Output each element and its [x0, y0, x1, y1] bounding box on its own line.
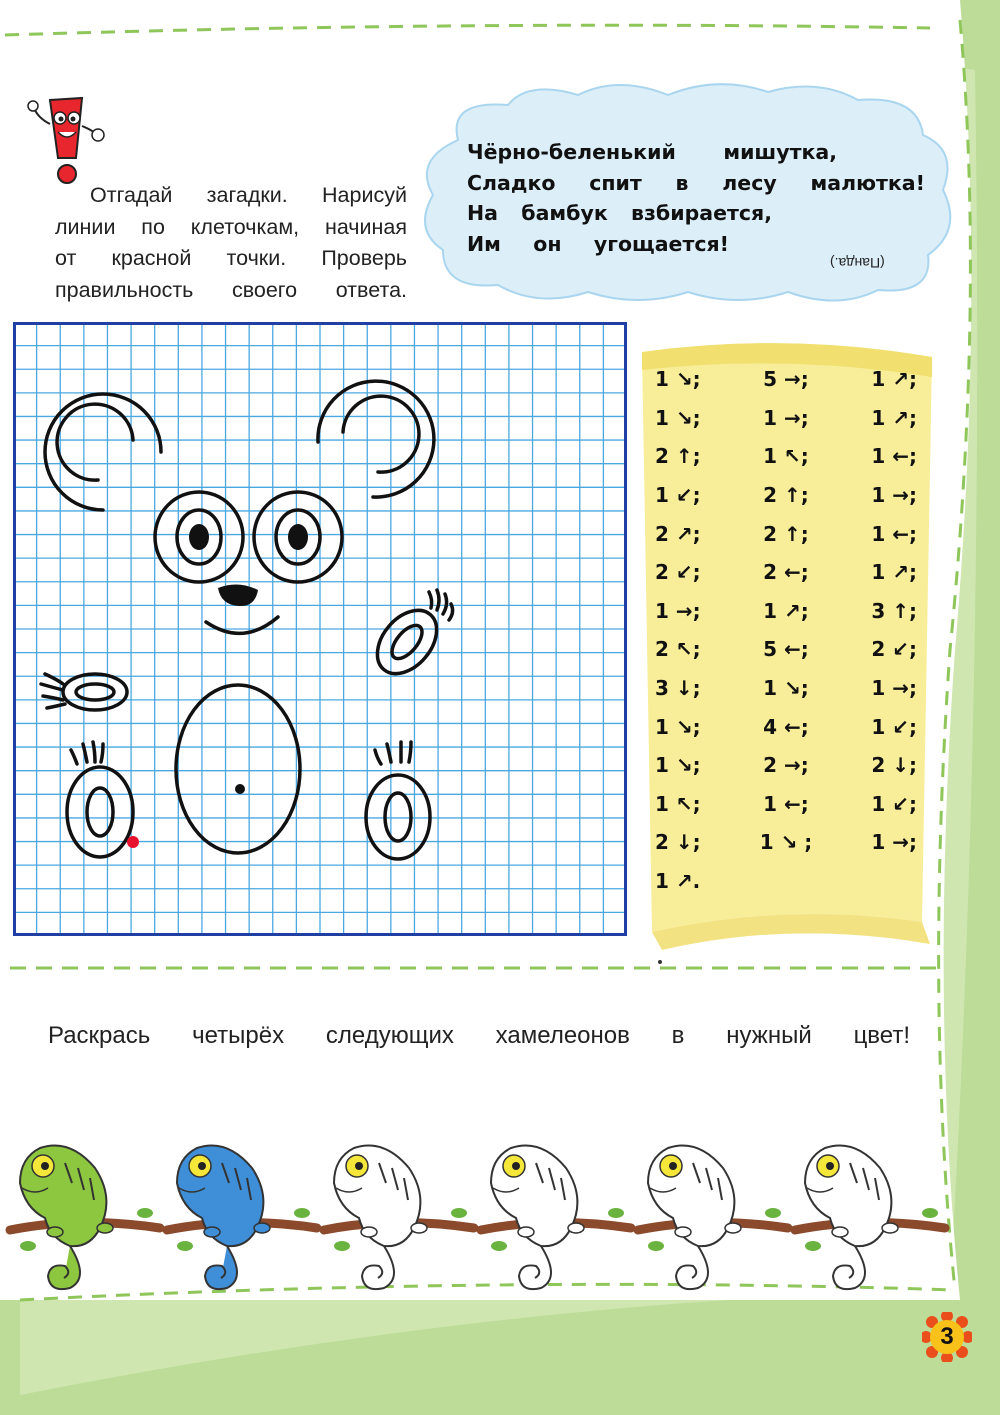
- step-item: 2 ↓;: [655, 830, 701, 855]
- instruction-line: линии по клеточкам, начиная: [55, 214, 407, 239]
- riddle-line: Сладко спит в лесу малютка!: [467, 170, 925, 195]
- step-row: [655, 553, 917, 592]
- step-item: 1 →;: [871, 830, 917, 855]
- step-item: 2 ↗;: [655, 521, 701, 546]
- step-item: 1 →;: [871, 483, 917, 508]
- step-row: [655, 437, 917, 476]
- step-row: [655, 476, 917, 515]
- step-item: 1 ↘;: [655, 405, 701, 430]
- step-row: [655, 360, 917, 399]
- right-pupil: [288, 524, 308, 550]
- step-item: 1 ↗.: [655, 869, 701, 894]
- step-item: 1 ↙;: [655, 483, 701, 508]
- exclamation-mascot-icon: [20, 90, 110, 190]
- step-item: 1 ↙;: [871, 714, 917, 739]
- step-item: 4 ←;: [763, 714, 809, 739]
- step-item: 1 ←;: [871, 444, 917, 469]
- drawing-grid: [13, 322, 627, 936]
- chameleons-row: [0, 1128, 960, 1298]
- chameleon-6: [795, 1146, 945, 1290]
- riddle-line: Им он угощается!: [467, 231, 729, 256]
- riddle-line: Чёрно-беленький мишутка,: [467, 140, 837, 164]
- step-item: 1 ↘;: [655, 367, 701, 392]
- step-item: 2 ↑;: [763, 521, 809, 546]
- step-item: 1 ↗;: [871, 405, 917, 430]
- start-red-dot: [127, 836, 139, 848]
- step-item: 1 ↗;: [763, 598, 809, 623]
- riddle-line: На бамбук взбирается,: [467, 201, 772, 225]
- step-item: 3 ↓;: [655, 676, 701, 701]
- step-item: 2 ←;: [763, 560, 809, 585]
- step-row: [655, 746, 917, 785]
- step-row: [655, 862, 917, 901]
- step-item: 1 →;: [871, 676, 917, 701]
- page-number: 3: [940, 1323, 954, 1350]
- step-item: 1 ↙;: [871, 791, 917, 816]
- step-row: [655, 514, 917, 553]
- step-item: 1 ↘;: [655, 714, 701, 739]
- step-item: 1 ↘;: [655, 753, 701, 778]
- step-item: 1 →;: [763, 405, 809, 430]
- instruction-line: от красной точки. Проверь: [55, 246, 407, 270]
- chameleon-3: [324, 1146, 474, 1290]
- chameleon-5: [638, 1146, 788, 1290]
- step-item: 3 ↑;: [871, 598, 917, 623]
- step-row: [655, 707, 917, 746]
- riddle-text: [467, 137, 925, 259]
- chameleon-4: [481, 1146, 631, 1290]
- coloring-task-text: Раскрась четырёх следующих хамелеонов в нужный цвет!: [48, 1022, 910, 1049]
- step-item: 2 ↙;: [655, 560, 701, 585]
- chameleon-1: [10, 1146, 160, 1290]
- step-row: [655, 785, 917, 824]
- step-row: [655, 399, 917, 438]
- step-row: [655, 669, 917, 708]
- riddle-answer: (Панда.): [830, 255, 885, 271]
- step-row: [655, 823, 917, 862]
- instruction-line: правильность своего ответа.: [55, 277, 407, 302]
- step-item: 2 ↑;: [763, 483, 809, 508]
- body-dot: [235, 784, 245, 794]
- step-item: 2 →;: [763, 753, 809, 778]
- step-row: [655, 592, 917, 631]
- steps-list: [655, 360, 917, 900]
- step-item: 2 ↓;: [871, 753, 917, 778]
- left-pupil: [189, 524, 209, 550]
- step-item: 5 ←;: [763, 637, 809, 662]
- step-item: 1 ↖;: [655, 791, 701, 816]
- step-item: 1 ↘ ;: [759, 830, 813, 855]
- instruction-line: Отгадай загадки. Нарисуй: [90, 183, 407, 207]
- step-item: 1 ←;: [763, 791, 809, 816]
- step-item: 1 ↘;: [763, 676, 809, 701]
- step-item: 1 →;: [655, 598, 701, 623]
- step-item: 2 ↖;: [655, 637, 701, 662]
- step-item: 2 ↙;: [871, 637, 917, 662]
- decorative-dot: [658, 960, 662, 964]
- step-item: 1 ↗;: [871, 560, 917, 585]
- step-item: 1 ←;: [871, 521, 917, 546]
- step-row: [655, 630, 917, 669]
- step-item: 2 ↑;: [655, 444, 701, 469]
- instruction-text: [55, 180, 407, 306]
- step-item: 1 ↗;: [871, 367, 917, 392]
- chameleon-2: [167, 1146, 317, 1290]
- step-item: 5 →;: [763, 367, 809, 392]
- step-item: 1 ↖;: [763, 444, 809, 469]
